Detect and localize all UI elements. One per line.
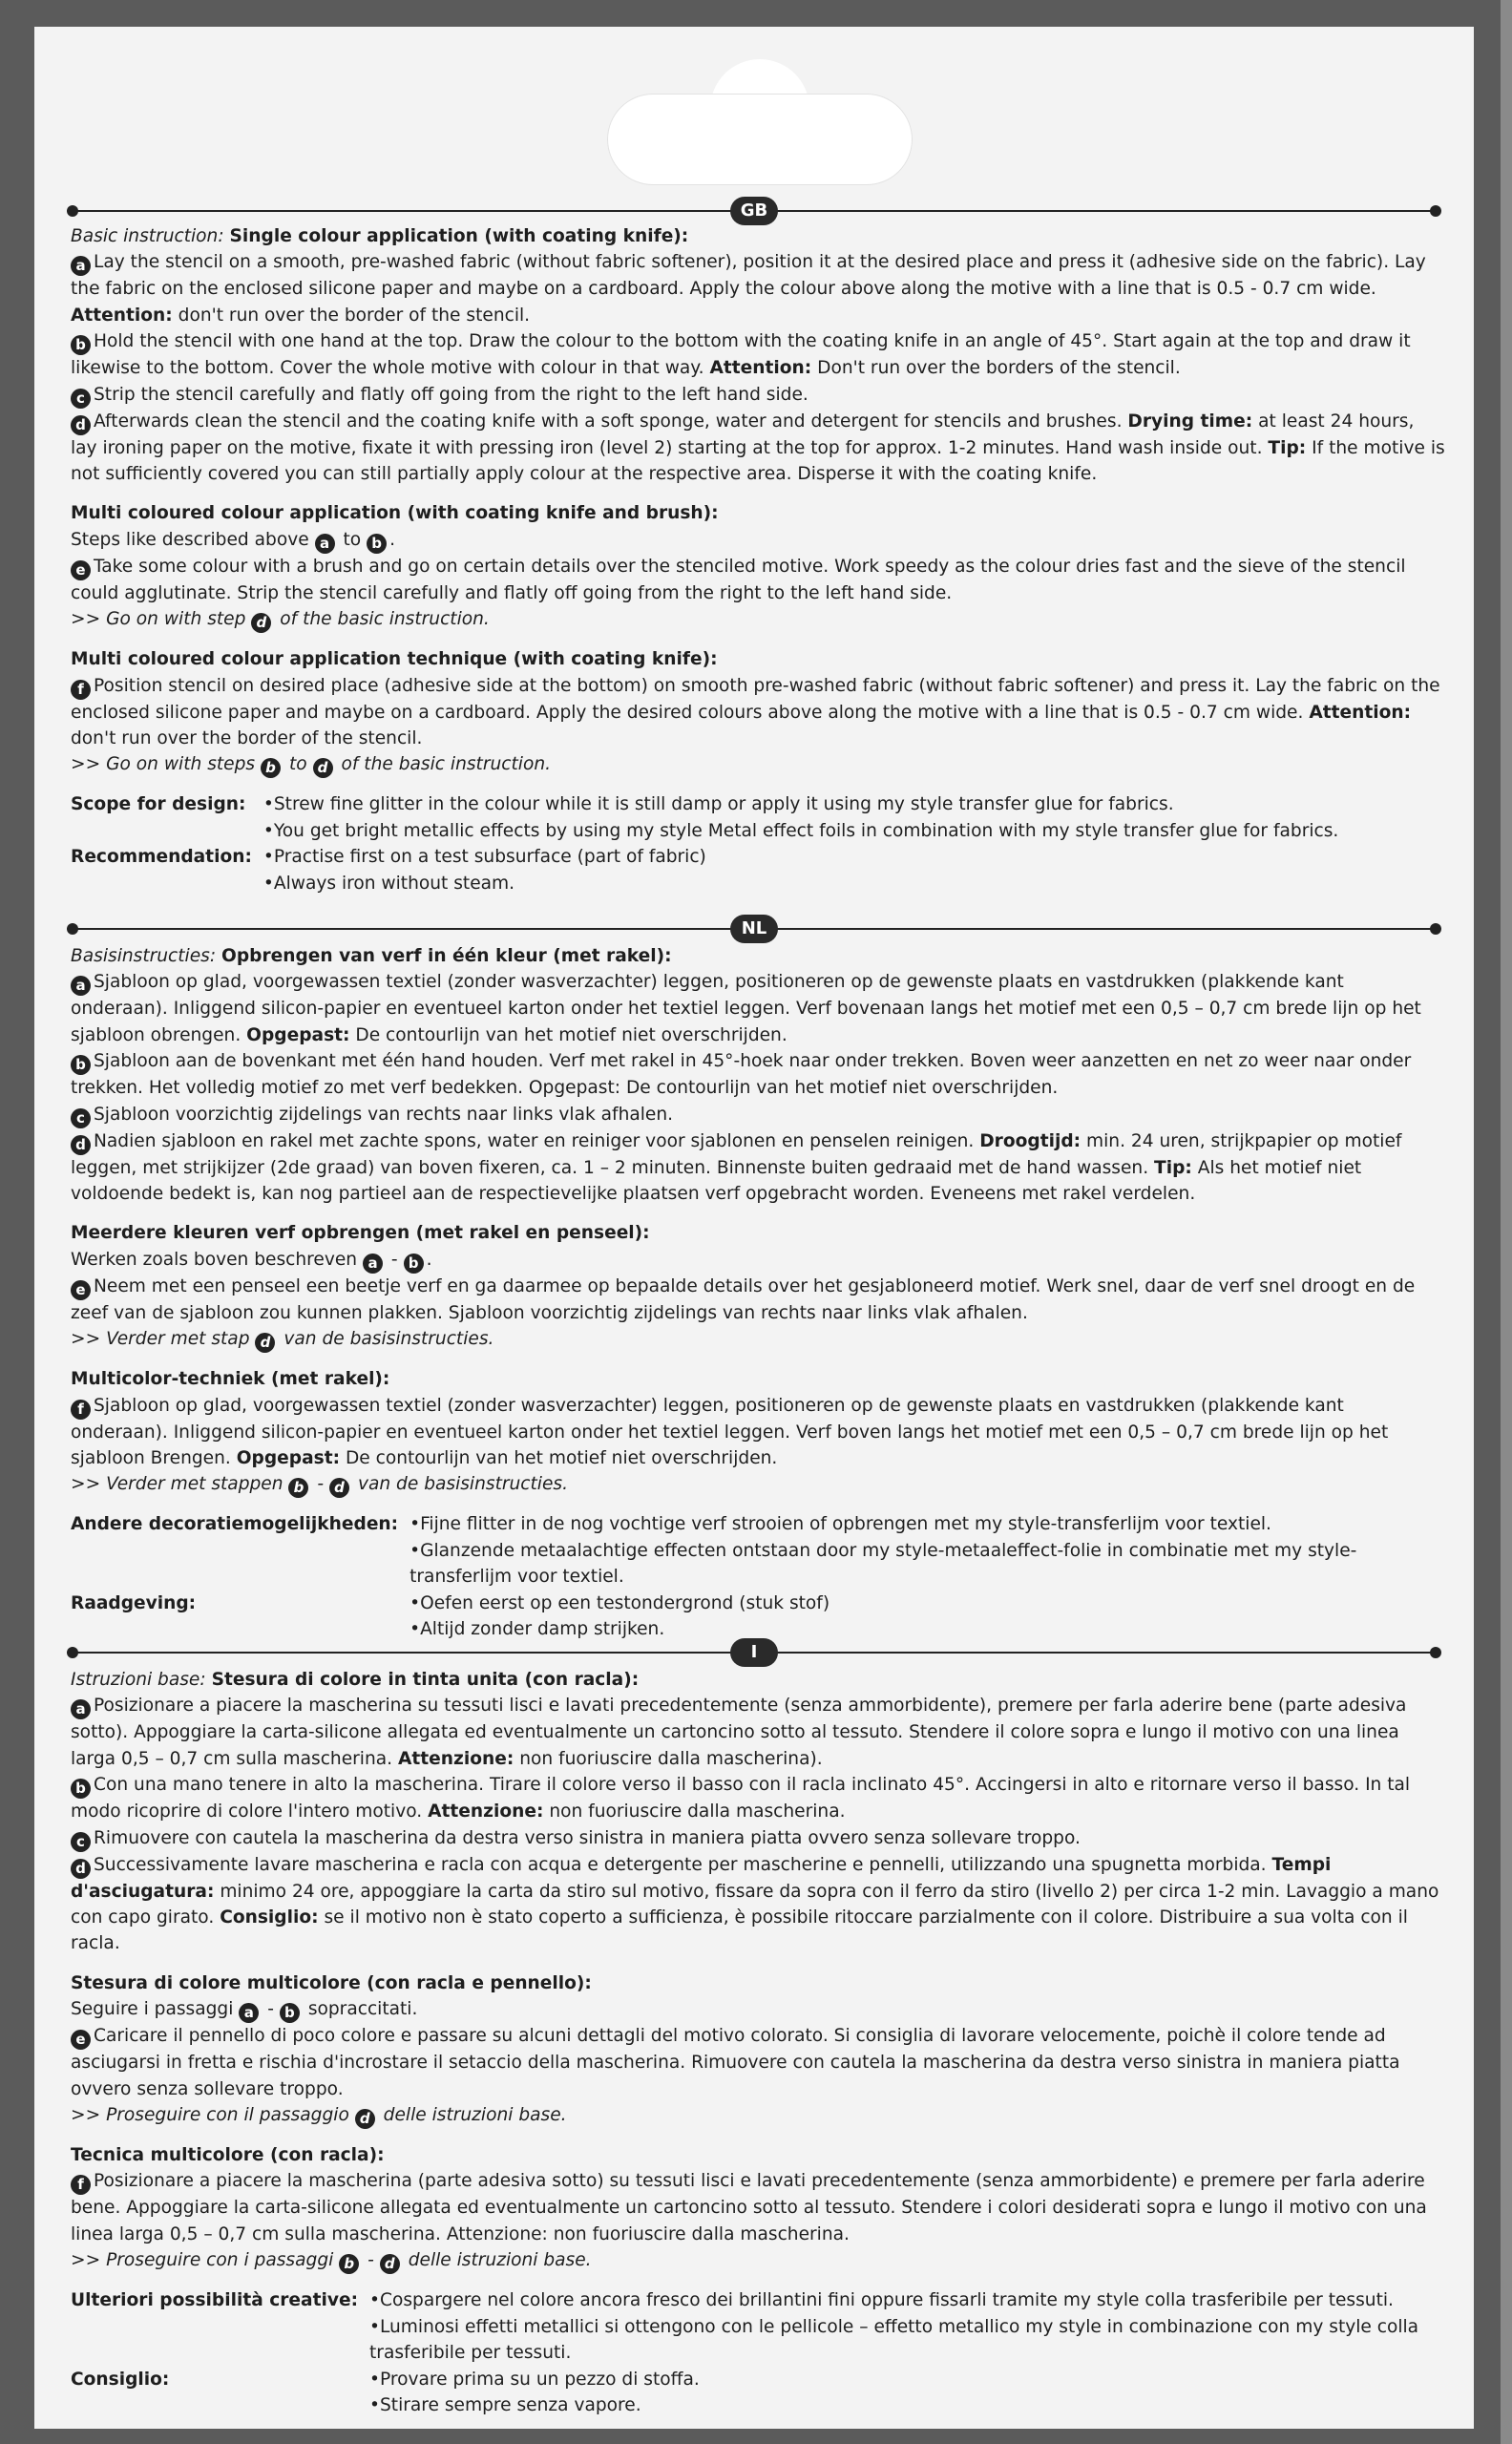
step-a-marker: a xyxy=(71,256,91,276)
sheet-edge xyxy=(1501,0,1512,2444)
steps-reference: Steps like described above a to b . xyxy=(71,529,396,552)
language-badge-nl: NL xyxy=(730,915,778,943)
step-d-marker: d xyxy=(71,415,91,435)
hang-slot xyxy=(607,94,913,185)
step-e-marker: e xyxy=(71,2030,91,2050)
go-on-note: >> Proseguire con i passaggi b - d delle istruzioni base. xyxy=(71,2250,592,2273)
heading-multi-colour: Meerdere kleuren verf opbrengen (met rakel en penseel): xyxy=(71,1223,650,1244)
step-d-marker: d xyxy=(71,1859,91,1879)
step-e-marker: e xyxy=(71,1280,91,1300)
step-a-marker: a xyxy=(71,1699,91,1719)
step-f: f Sjabloon op glad, voorgewassen textiel (zonder wasverzachter) leggen, positioneren op de gewenste plaats en vastdrukken (plakkende kant onderaan). Inliggend silicon-papier en eventueel karton onder het textiel leggen. Verf boven langs het motief met een 0,5 – 0,7 cm brede lijn op het sjabloon Brengen. Opgepast: De contourlijn van het motief niet overschrijden. xyxy=(71,1395,1389,1469)
language-badge-gb: GB xyxy=(730,197,778,225)
heading-basic-instruction: Istruzioni base: Stesura di colore in tinta unita (con racla): xyxy=(71,1670,640,1690)
step-c-marker: c xyxy=(71,1832,91,1852)
list-item: • Provare prima su un pezzo di stoffa. xyxy=(369,2367,1445,2392)
step-b: b Sjabloon aan de bovenkant met één hand houden. Verf met rakel in 45°-hoek naar onder trekken. Boven weer aanzetten en net zo weer naar onder trekken. Het volledig motief zo met verf bedekken. Opgepast: De contourlijn van het motief niet overschrijden. xyxy=(71,1051,1412,1099)
steps-reference: Werken zoals boven beschreven a - b . xyxy=(71,1249,432,1272)
heading-multi-colour-technique: Multi coloured colour application technique (with coating knife): xyxy=(71,649,718,670)
step-a: a Lay the stencil on a smooth, pre-washed fabric (without fabric softener), position it at the desired place and press it (adhesive side on the fabric). Lay the fabric on the enclosed silicone paper and maybe on a cardboard. Apply the colour above along the motive with a line that is 0.5 - 0.7 cm wide. Attention: don't run over the border of the stencil. xyxy=(71,252,1426,326)
language-badge-it: I xyxy=(730,1638,778,1667)
step-d: d Afterwards clean the stencil and the coating knife with a soft sponge, water and detergent for stencils and brushes. Drying time: at least 24 hours, lay ironing paper on the motive, fixate it with pressing iron (level 2) starting at the top for approx. 1-2 minutes. Hand wash inside out. Tip: If the motive is not sufficiently covered you can still partially apply colour at the respective area. Disperse it with the coating knife. xyxy=(71,411,1445,485)
step-a: a Posizionare a piacere la mascherina su tessuti lisci e lavati precedentemente (senza ammorbidente), premere per farla aderire bene (parte adesiva sotto). Appoggiare la carta-silicone allegata ed eventualmente un cartoncino sotto al tessuto. Stendere il colore sopra e lungo il motivo con una linea larga 0,5 – 0,7 cm sulla mascherina. Attenzione: non fuoriuscire dalla mascherina). xyxy=(71,1696,1407,1769)
step-d: d Successivamente lavare mascherina e racla con acqua e detergente per mascherine e pennelli, utilizzando una spugnetta morbida. Tempi d'asciugatura: minimo 24 ore, appoggiare la carta da stiro sul motivo, fissare da sopra con il ferro da stiro (livello 2) per circa 1-2 min. Lavaggio a mano con capo girato. Consiglio: se il motivo non è stato coperto a sufficienza, è possibile ritoccare parzialmente con il colore. Distribuire a sua volta con il racla. xyxy=(71,1854,1439,1954)
list-item: • Always iron without steam. xyxy=(263,871,1445,896)
list-item: • Fijne flitter in de nog vochtige verf strooien of opbrengen met my style-transferlijm voor textiel. xyxy=(410,1511,1445,1537)
step-f: f Position stencil on desired place (adhesive side at the bottom) on smooth pre-washed fabric (without fabric softener) and press it. Lay the fabric on the enclosed silicone paper and maybe on a cardboard. Apply the desired colours above along the motive with a line that is 0.5 - 0.7 cm wide. Attention: don't run over the border of the stencil. xyxy=(71,675,1440,749)
section-nl xyxy=(71,943,1445,1643)
list-item: • You get bright metallic effects by using my style Metal effect foils in combination with my style transfer glue for fabrics. xyxy=(263,818,1445,844)
heading-multi-colour: Stesura di colore multicolore (con racla e pennello): xyxy=(71,1972,592,1993)
step-b-marker: b xyxy=(71,1055,91,1075)
section-divider-gb xyxy=(67,197,1441,225)
step-f-marker: f xyxy=(71,680,91,700)
section-divider-it xyxy=(67,1638,1441,1667)
go-on-note: >> Go on with steps b to d of the basic instruction. xyxy=(71,754,552,777)
list-item: • Altijd zonder damp strijken. xyxy=(410,1616,1445,1642)
go-on-note: >> Proseguire con il passaggio d delle istruzioni base. xyxy=(71,2105,567,2128)
step-e: e Neem met een penseel een beetje verf en ga daarmee op bepaalde details over het gesjabloneerd motief. Werk snel, daar de verf snel droogt en de zeef van de sjabloon zou kunnen plakken. Sjabloon voorzichtig zijdelings van rechts naar links vlak afhalen. xyxy=(71,1275,1416,1323)
section-it xyxy=(71,1667,1445,2418)
step-c: c Sjabloon voorzichtig zijdelings van rechts naar links vlak afhalen. xyxy=(71,1102,1445,1128)
list-item: • Practise first on a test subsurface (part of fabric) xyxy=(263,844,1445,870)
heading-multi-colour: Multi coloured colour application (with coating knife and brush): xyxy=(71,503,719,524)
step-c: c Rimuovere con cautela la mascherina da destra verso sinistra in maniera piatta ovvero senza sollevare troppo. xyxy=(71,1825,1445,1852)
steps-reference: Seguire i passaggi a - b sopraccitati. xyxy=(71,1999,418,2022)
go-on-note: >> Verder met stap d van de basisinstructies. xyxy=(71,1329,494,1352)
step-e: e Caricare il pennello di poco colore e passare su alcuni dettagli del motivo colorato. Si consiglia di lavorare velocemente, poichè il colore tende ad asciugarsi in fretta e rischia d'incrostare il setaccio della mascherina. Rimuovere con cautela la mascherina da destra verso sinistra in maniera piatta ovvero senza sollevare troppo. xyxy=(71,2026,1400,2099)
step-c-marker: c xyxy=(71,389,91,409)
scope-label: Ulteriori possibilità creative: xyxy=(71,2290,359,2311)
scope-label: Andere decoratiemogelijkheden: xyxy=(71,1514,399,1535)
heading-basic-instruction: Basisinstructies: Opbrengen van verf in één kleur (met rakel): xyxy=(71,946,672,966)
list-item: • Oefen eerst op een testondergrond (stuk stof) xyxy=(410,1591,1445,1616)
list-item: • Cospargere nel colore ancora fresco dei brillantini fini oppure fissarli tramite my style colla trasferibile per tessuti. xyxy=(369,2287,1445,2313)
list-item: • Stirare sempre senza vapore. xyxy=(369,2392,1445,2418)
list-item: • Strew fine glitter in the colour while it is still damp or apply it using my style transfer glue for fabrics. xyxy=(263,791,1445,817)
scope-recommendation xyxy=(71,2287,1445,2418)
section-gb xyxy=(71,223,1445,896)
recommendation-label: Raadgeving: xyxy=(71,1592,197,1613)
section-divider-nl xyxy=(67,915,1441,943)
heading-basic-instruction: Basic instruction: Single colour application (with coating knife): xyxy=(71,226,689,246)
step-c: c Strip the stencil carefully and flatly off going from the right to the left hand side. xyxy=(71,382,1445,409)
recommendation-label: Consiglio: xyxy=(71,2369,170,2390)
step-d-marker: d xyxy=(71,1135,91,1155)
recommendation-label: Recommendation: xyxy=(71,847,252,868)
step-c-marker: c xyxy=(71,1108,91,1128)
step-b-marker: b xyxy=(71,335,91,355)
step-f-marker: f xyxy=(71,2175,91,2195)
scope-recommendation xyxy=(71,791,1445,896)
scope-label: Scope for design: xyxy=(71,794,246,815)
list-item: • Glanzende metaalachtige effecten ontstaan door my style-metaaleffect-folie in combinatie met my style-transferlijm voor textiel. xyxy=(410,1538,1445,1591)
list-item: • Luminosi effetti metallici si ottengono con le pellicole – effetto metallico my style in combinazione con my style colla trasferibile per tessuti. xyxy=(369,2314,1445,2367)
step-b-marker: b xyxy=(71,1779,91,1799)
heading-multi-colour-technique: Tecnica multicolore (con racla): xyxy=(71,2145,385,2166)
step-a: a Sjabloon op glad, voorgewassen textiel (zonder wasverzachter) leggen, positioneren op de gewenste plaats en vastdrukken (plakkende kant onderaan). Inliggend silicon-papier en eventueel karton onder het textiel leggen. Verf bovenaan langs het motief met een 0,5 – 0,7 cm brede lijn op het sjabloon obrengen. Opgepast: De contourlijn van het motief niet overschrijden. xyxy=(71,972,1421,1045)
step-f-marker: f xyxy=(71,1400,91,1420)
step-a-marker: a xyxy=(71,976,91,996)
step-b: b Con una mano tenere in alto la mascherina. Tirare il colore verso il basso con il racla inclinato 45°. Accingersi in alto e ritornare verso il basso. In tal modo ricoprire di colore l'intero motivo. Attenzione: non fuoriuscire dalla mascherina. xyxy=(71,1775,1411,1822)
step-e: e Take some colour with a brush and go on certain details over the stenciled motive. Work speedy as the colour dries fast and the sieve of the stencil could agglutinate. Strip the stencil carefully and flatly off going from the right to the left hand side. xyxy=(71,556,1406,603)
step-d: d Nadien sjabloon en rakel met zachte spons, water en reiniger voor sjablonen en penselen reinigen. Droogtijd: min. 24 uren, strijkpapier op motief leggen, met strijkijzer (2de graad) van boven fixeren, ca. 1 – 2 minuten. Binnenste buiten gedraaid met de hand wassen. Tip: Als het motief niet voldoende bedekt is, kan nog partieel aan de respectievelijke plaatsen verf opgebracht worden. Eveneens met rakel verdelen. xyxy=(71,1130,1402,1205)
heading-multi-colour-technique: Multicolor-techniek (met rakel): xyxy=(71,1369,390,1390)
scope-recommendation xyxy=(71,1511,1445,1642)
go-on-note: >> Go on with step d of the basic instruction. xyxy=(71,609,490,632)
step-b: b Hold the stencil with one hand at the top. Draw the colour to the bottom with the coating knife in an angle of 45°. Start again at the top and draw it likewise to the bottom. Cover the whole motive with colour in that way. Attention: Don't run over the borders of the stencil. xyxy=(71,331,1411,379)
step-e-marker: e xyxy=(71,560,91,580)
step-f: f Posizionare a piacere la mascherina (parte adesiva sotto) su tessuti lisci e lavati precedentemente (senza ammorbidente) e premere per farla aderire bene. Appoggiare la carta-silicone allegata ed eventualmente un cartoncino sotto al tessuto. Stendere i colori desiderati sopra e lungo il motivo con una linea larga 0,5 – 0,7 cm sulla mascherina. Attenzione: non fuoriuscire dalla mascherina. xyxy=(71,2171,1427,2244)
go-on-note: >> Verder met stappen b - d van de basisinstructies. xyxy=(71,1474,569,1497)
